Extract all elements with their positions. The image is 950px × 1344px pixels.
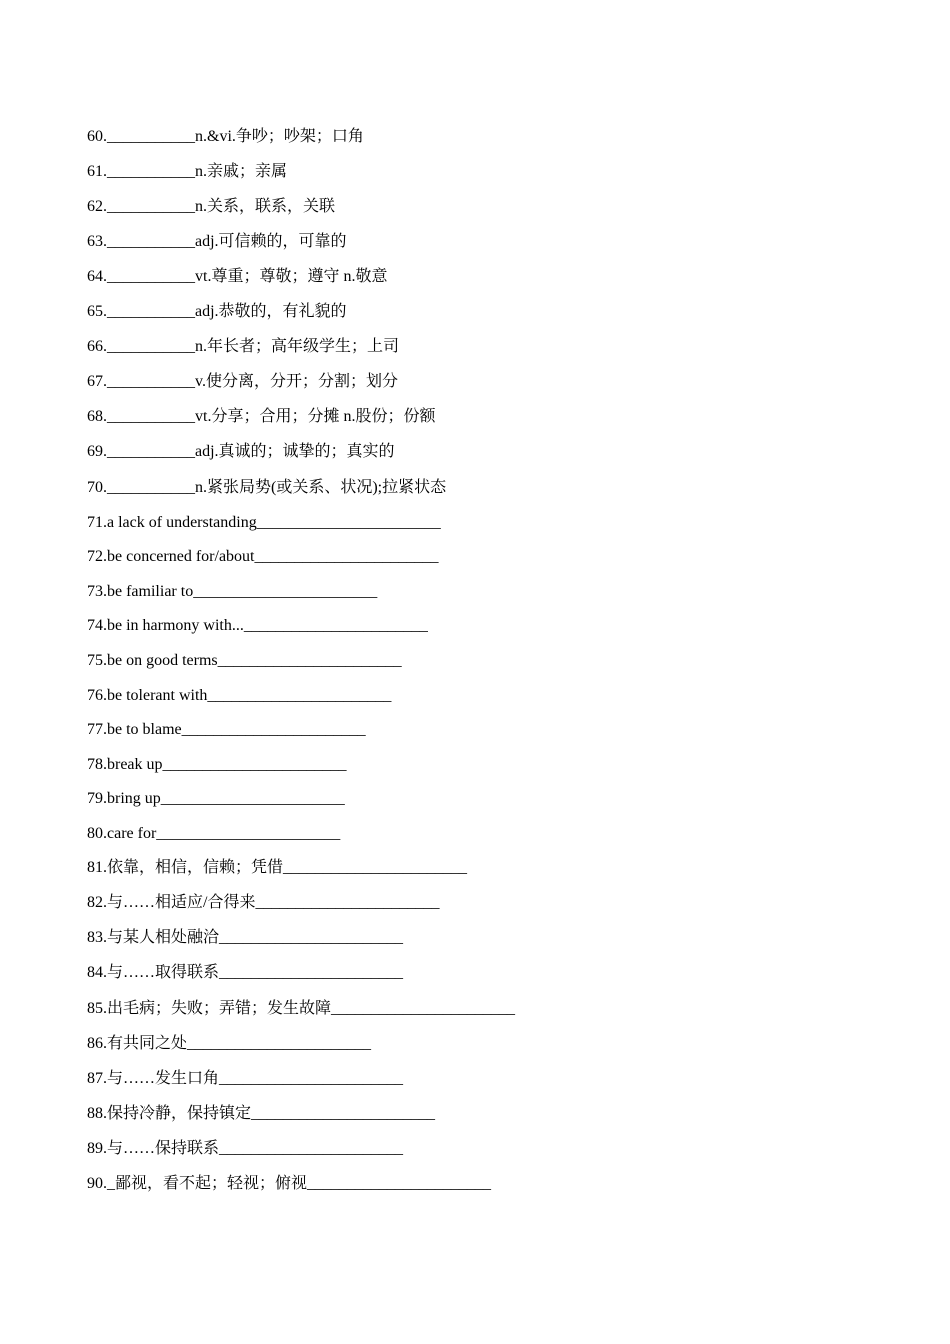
exercise-item-63: 63.___________adj.可信赖的，可靠的 [87,233,347,250]
exercise-item-61: 61.___________n.亲戚；亲属 [87,163,288,180]
exercise-item-86: 86.有共同之处_______________________ [87,1035,372,1052]
exercise-item-62: 62.___________n.关系，联系，关联 [87,198,336,215]
exercise-item-87: 87.与……发生口角_______________________ [87,1070,404,1087]
exercise-item-76: 76.be tolerant with_______________________ [87,687,392,704]
exercise-item-80: 80.care for_______________________ [87,825,341,842]
exercise-item-67: 67.___________v.使分离，分开；分割；划分 [87,373,398,390]
exercise-item-75: 75.be on good terms_______________________ [87,652,402,669]
exercise-item-83: 83.与某人相处融洽_______________________ [87,929,404,946]
exercise-item-81: 81.依靠，相信，信赖；凭借_______________________ [87,859,468,876]
exercise-item-69: 69.___________adj.真诚的；诚挚的；真实的 [87,443,395,460]
exercise-item-72: 72.be concerned for/about_______________________ [87,548,439,565]
exercise-item-90: 90._鄙视，看不起；轻视；俯视_______________________ [87,1175,492,1192]
exercise-item-78: 78.break up_______________________ [87,756,347,773]
exercise-item-73: 73.be familiar to_______________________ [87,583,378,600]
exercise-item-64: 64.___________vt.尊重；尊敬；遵守 n.敬意 [87,268,388,285]
exercise-item-68: 68.___________vt.分享；合用；分摊 n.股份；份额 [87,408,436,425]
exercise-item-60: 60.___________n.&vi.争吵；吵架；口角 [87,128,364,145]
exercise-item-66: 66.___________n.年长者；高年级学生；上司 [87,338,400,355]
exercise-item-79: 79.bring up_______________________ [87,790,345,807]
exercise-item-71: 71.a lack of understanding_______________________ [87,514,441,531]
exercise-item-84: 84.与……取得联系_______________________ [87,964,404,981]
exercise-item-74: 74.be in harmony with..._______________________ [87,617,428,634]
exercise-item-88: 88.保持冷静，保持镇定_______________________ [87,1105,436,1122]
exercise-item-89: 89.与……保持联系_______________________ [87,1140,404,1157]
exercise-item-77: 77.be to blame_______________________ [87,721,366,738]
exercise-item-82: 82.与……相适应/合得来_______________________ [87,894,440,911]
exercise-item-70: 70.___________n.紧张局势(或关系、状况);拉紧状态 [87,479,447,496]
exercise-item-85: 85.出毛病；失败；弄错；发生故障_______________________ [87,1000,516,1017]
exercise-item-65: 65.___________adj.恭敬的，有礼貌的 [87,303,347,320]
